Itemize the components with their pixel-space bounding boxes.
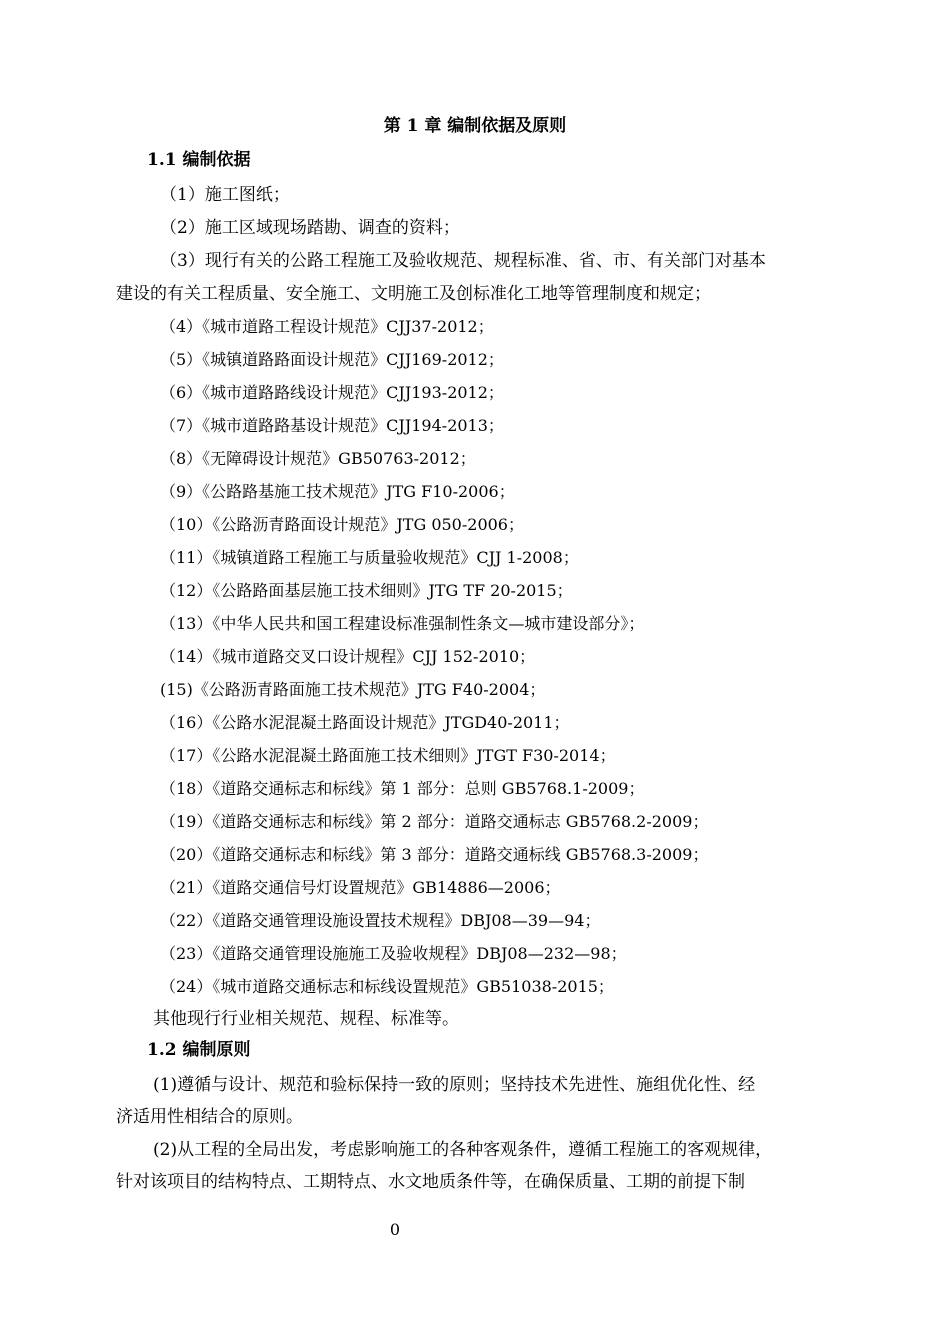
basis-line: （4）《城市道路工程设计规范》CJJ37-2012； (160, 317, 494, 336)
basis-line: （8）《无障碍设计规范》GB50763-2012； (160, 449, 476, 468)
principle-line: (1)遵循与设计、规范和验标保持一致的原则；坚持技术先进性、施组优化性、经 (153, 1075, 756, 1095)
basis-line: （17）《公路水泥混凝土路面施工技术细则》JTGT F30-2014； (160, 746, 616, 765)
basis-line: （20）《道路交通标志和标线》第 3 部分：道路交通标线 GB5768.3-2009； (160, 845, 709, 864)
principle-line: (2)从工程的全局出发，考虑影响施工的各种客观条件，遵循工程施工的客观规律， (153, 1140, 773, 1160)
basis-line: 其他现行行业相关规范、规程、标准等。 (153, 1009, 459, 1029)
basis-line: （14）《城市道路交叉口设计规程》CJJ 152-2010； (160, 647, 536, 666)
basis-line: （21）《道路交通信号灯设置规范》GB14886—2006； (160, 878, 561, 897)
basis-line: （11）《城镇道路工程施工与质量验收规范》CJJ 1-2008； (160, 548, 579, 567)
basis-line: （23）《道路交通管理设施施工及验收规程》DBJ08—232—98； (160, 944, 627, 963)
basis-line: （1）施工图纸； (160, 185, 290, 205)
basis-line: （18）《道路交通标志和标线》第 1 部分：总则 GB5768.1-2009； (160, 779, 645, 798)
basis-line: （2）施工区域现场踏勘、调查的资料； (160, 218, 460, 238)
section-heading-basis: 1.1 编制依据 (147, 150, 251, 170)
basis-line: （9）《公路路基施工技术规范》JTG F10-2006； (160, 482, 515, 501)
basis-line: 建设的有关工程质量、安全施工、文明施工及创标准化工地等管理制度和规定； (116, 284, 711, 304)
page-number: 0 (389, 1220, 401, 1239)
principle-line: 济适用性相结合的原则。 (116, 1107, 303, 1127)
basis-line: （12）《公路路面基层施工技术细则》JTG TF 20-2015； (160, 581, 573, 600)
basis-line: （24）《城市道路交通标志和标线设置规范》GB51038-2015； (160, 977, 614, 996)
basis-line: （19）《道路交通标志和标线》第 2 部分：道路交通标志 GB5768.2-2009； (160, 812, 709, 831)
basis-line: (15)《公路沥青路面施工技术规范》JTG F40-2004； (160, 680, 546, 699)
basis-line: （7）《城市道路路基设计规范》CJJ194-2013； (160, 416, 504, 435)
basis-line: （6）《城市道路路线设计规范》CJJ193-2012； (160, 383, 504, 402)
basis-line: （5）《城镇道路路面设计规范》CJJ169-2012； (160, 350, 504, 369)
basis-line: （22）《道路交通管理设施设置技术规程》DBJ08—39—94； (160, 911, 601, 930)
basis-line: （10）《公路沥青路面设计规范》JTG 050-2006； (160, 515, 524, 534)
principle-line: 针对该项目的结构特点、工期特点、水文地质条件等，在确保质量、工期的前提下制 (116, 1172, 745, 1192)
basis-line: （3）现行有关的公路工程施工及验收规范、规程标准、省、市、有关部门对基本 (160, 251, 766, 271)
basis-line: （13）《中华人民共和国工程建设标准强制性条文—城市建设部分》； (160, 614, 645, 633)
chapter-title: 第 1 章 编制依据及原则 (383, 116, 567, 136)
basis-line: （16）《公路水泥混凝土路面设计规范》JTGD40-2011； (160, 713, 570, 732)
section-heading-principle: 1.2 编制原则 (147, 1040, 251, 1060)
